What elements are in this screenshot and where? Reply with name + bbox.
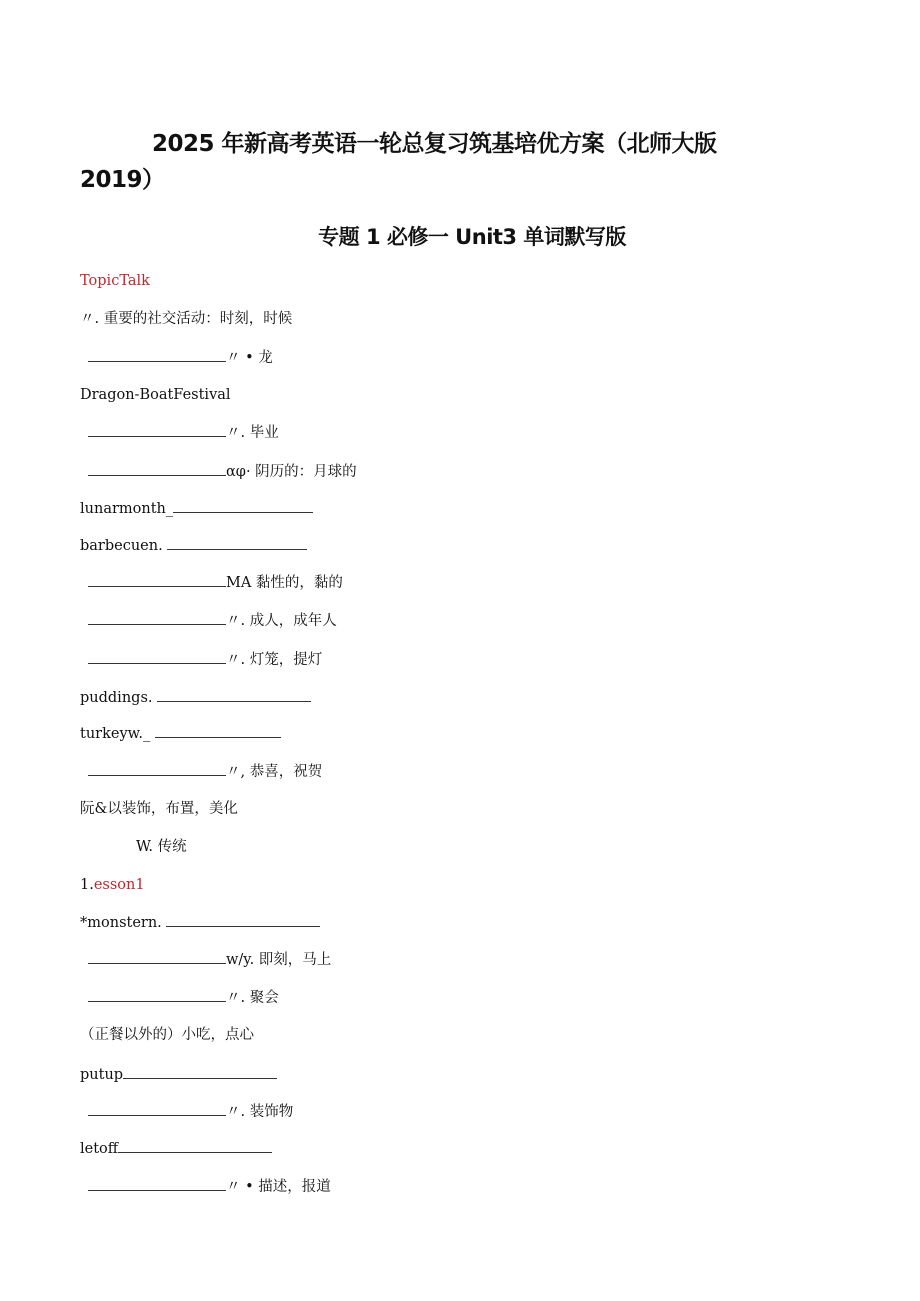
answer-blank[interactable]	[88, 572, 226, 587]
answer-blank[interactable]	[88, 347, 226, 362]
vocab-text: αφ· 阴历的：月球的	[226, 464, 357, 480]
vocab-line	[80, 723, 281, 744]
vocab-text: *monstern.	[80, 915, 162, 931]
answer-blank[interactable]	[157, 687, 311, 702]
vocab-line	[80, 912, 320, 933]
vocab-text: 〃 • 龙	[226, 350, 273, 366]
section-heading-topic-talk: TopicTalk	[80, 273, 150, 289]
vocab-line	[80, 1101, 293, 1122]
answer-blank[interactable]	[88, 987, 226, 1002]
vocab-line	[80, 949, 331, 970]
vocab-text: lunarmonth_	[80, 501, 174, 517]
vocab-text: puddings.	[80, 690, 153, 706]
vocab-line	[80, 1064, 277, 1085]
vocab-line	[80, 1176, 331, 1197]
vocab-line	[80, 309, 292, 329]
vocab-line	[80, 461, 357, 482]
answer-blank[interactable]	[88, 649, 226, 664]
vocab-text: 〃. 重要的社交活动：时刻，时候	[80, 311, 293, 327]
answer-blank[interactable]	[166, 912, 320, 927]
vocab-line	[80, 1025, 254, 1045]
section-label: esson1	[93, 877, 145, 893]
answer-blank[interactable]	[88, 761, 226, 776]
answer-blank[interactable]	[118, 1138, 272, 1153]
answer-blank[interactable]	[88, 422, 226, 437]
answer-blank[interactable]	[173, 498, 313, 513]
vocab-text: 阮&以装饰，布置，美化	[80, 801, 238, 817]
answer-blank[interactable]	[88, 461, 226, 476]
answer-blank[interactable]	[155, 723, 281, 738]
vocab-line	[80, 837, 187, 857]
vocab-text: Dragon-BoatFestival	[80, 387, 231, 403]
vocab-line	[80, 761, 322, 782]
vocab-text: barbecuen.	[80, 538, 163, 554]
vocab-text: W. 传统	[136, 839, 187, 855]
vocab-line	[80, 535, 307, 556]
answer-blank[interactable]	[123, 1064, 277, 1079]
document-subtitle: 专题 1 必修一 Unit3 单词默写版	[318, 225, 626, 249]
vocab-line	[80, 799, 238, 819]
vocab-text: 〃. 成人，成年人	[226, 613, 337, 629]
vocab-text: w/y. 即刻，马上	[226, 952, 332, 968]
vocab-line	[80, 987, 279, 1008]
vocab-text: 〃, 恭喜，祝贺	[226, 764, 323, 780]
vocab-text: 〃. 毕业	[226, 425, 279, 441]
section-number: 1.	[80, 877, 94, 893]
vocab-line	[80, 610, 337, 631]
vocab-line	[80, 347, 273, 368]
vocab-line	[80, 422, 279, 443]
vocab-line	[80, 649, 322, 670]
answer-blank[interactable]	[88, 949, 226, 964]
vocab-line	[80, 572, 343, 593]
vocab-line	[80, 1138, 272, 1159]
answer-blank[interactable]	[167, 535, 307, 550]
vocab-line	[80, 498, 313, 519]
vocab-text: letoff	[80, 1141, 119, 1157]
section-heading-lesson1	[80, 875, 145, 895]
vocab-text: 〃. 聚会	[226, 990, 279, 1006]
vocab-text: （正餐以外的）小吃，点心	[80, 1027, 254, 1043]
answer-blank[interactable]	[88, 610, 226, 625]
answer-blank[interactable]	[88, 1101, 226, 1116]
answer-blank[interactable]	[88, 1176, 226, 1191]
document-title-line2: 2019）	[80, 167, 165, 193]
vocab-line	[80, 385, 231, 405]
document-title-line1: 2025 年新高考英语一轮总复习筑基培优方案（北师大版	[152, 131, 717, 157]
vocab-text: MA 黏性的，黏的	[226, 575, 343, 591]
vocab-text: 〃. 装饰物	[226, 1104, 294, 1120]
vocab-text: turkeyw._	[80, 726, 151, 742]
vocab-text: 〃. 灯笼，提灯	[226, 652, 323, 668]
vocab-line	[80, 687, 311, 708]
vocab-text: putup	[80, 1067, 124, 1083]
vocab-text: 〃 • 描述，报道	[226, 1179, 331, 1195]
